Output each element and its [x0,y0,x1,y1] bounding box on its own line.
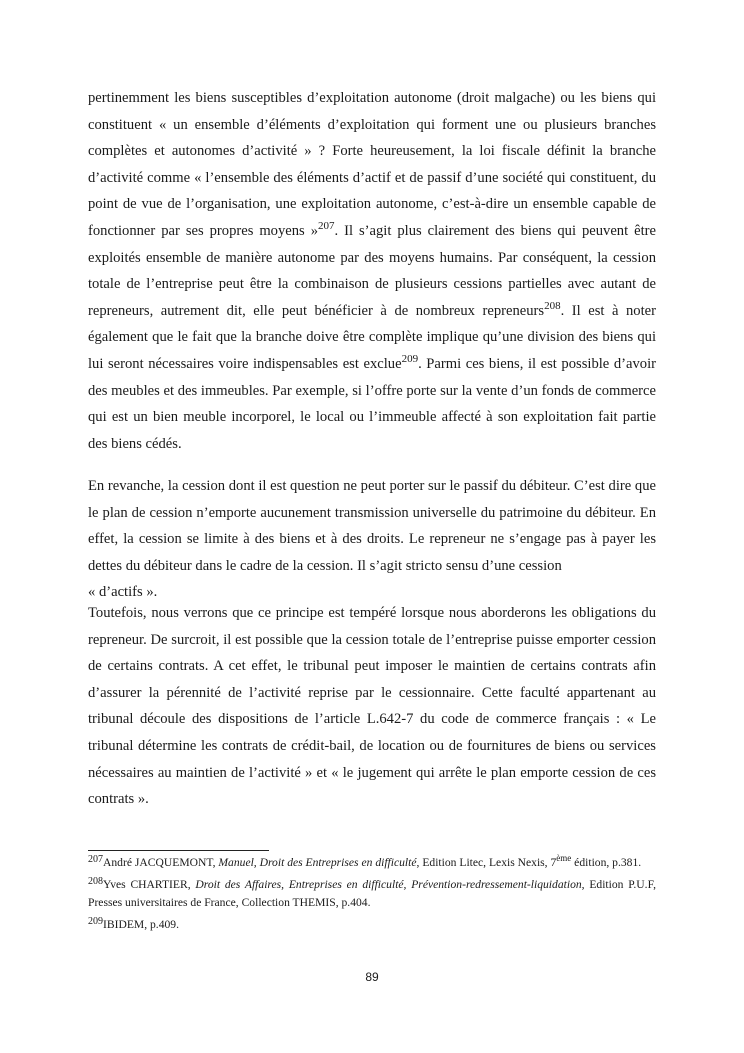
footnote-title: Droit des Affaires, Entreprises en difficulté, Prévention-redressement-liquidation, [195,877,585,891]
paragraph-2-end: « d’actifs ». [88,584,158,601]
footnote-title: Manuel, Droit des Entreprises en difficulté [218,856,417,869]
footnote-number: 208 [88,875,103,887]
page-number: 89 [365,970,379,984]
paragraph-1-text-a: pertinemment les biens susceptibles d’exploitation autonome (droit malgache) ou les biens qui constituent « un ensemble d’éléments d’exploitation qui forment une ou plusieurs branches complètes et autonomes d’activité » ? Forte heureusement, la loi fiscale définit la branche d’activité comme « l’ensemble des éléments d’actif et de passif d’une société qui constituent, du point de vue de l’organisation, une exploitation autonome, c’est-à-dire un ensemble capable de fonctionner par ses propres moyens » [88,90,656,239]
footnote-ref-208[interactable]: 208 [544,299,561,312]
footnote-number: 207 [88,854,103,865]
paragraph-2 [88,473,656,606]
footnote-number: 209 [88,915,103,927]
footnote-details: Edition P.U.F, Presses universitaires de France, Collection THEMIS, p.404. [88,877,656,909]
footnote-author: Yves CHARTIER, [103,877,196,891]
footnote-separator [88,850,269,851]
footnote-author: IBIDEM, p.409. [103,917,179,931]
paragraph-2-text: En revanche, la cession dont il est question ne peut porter sur le passif du débiteur. C’est dire que le plan de cession n’emporte aucunement transmission universelle du patrimoine du débiteur. En effet, la cession se limite à des biens et à des droits. Le repreneur ne s’engage pas à payer les dettes du débiteur dans le cadre de la cession. Il s’agit stricto sensu d’une cession [88,478,656,574]
footnote-ref-209[interactable]: 209 [401,352,419,365]
paragraph-1 [88,85,656,457]
footnote-ref-207[interactable]: 207 [318,219,335,232]
footnote-207 [88,854,656,873]
paragraph-1-text-d: . Parmi ces biens, il est possible d’avoir des meubles et des immeubles. Par exemple, si l’offre porte sur la vente d’un fonds de commerce qui est un bien meuble incorporel, le local ou l’immeuble affecté à son exploitation fait partie des biens cédés. [88,355,656,452]
paragraph-1-text-b: . Il s’agit plus clairement des biens qui peuvent être exploités ensemble de manière autonome par des moyens humains. Par conséquent, la cession totale de l’entreprise peut être la combinaison de plusieurs cessions partielles avec autant de repreneurs, autrement dit, elle peut bénéficier à de nombreux repreneurs [88,222,656,319]
footnote-208 [88,876,656,913]
footnote-209 [88,916,656,935]
paragraph-3 [88,600,656,813]
footnote-details-end: édition, p.381. [571,856,642,869]
footnote-author: André JACQUEMONT, [103,856,219,869]
paragraph-3-text: Toutefois, nous verrons que ce principe est tempéré lorsque nous aborderons les obligations du repreneur. De surcroit, il est possible que la cession totale de l’entreprise puisse emporter cession de certains contrats. A cet effet, le tribunal peut imposer le maintien de certains contrats afin d’assurer la pérennité de l’activité reprise par le cessionnaire. Cette faculté appartenant au tribunal découle des dispositions de l’article L.642-7 du code de commerce français : « Le tribunal détermine les contrats de crédit-bail, de location ou de fournitures de biens ou services nécessaires au maintien de l’activité » et « le jugement qui arrête le plan emporte cession de ces contrats ». [88,605,656,808]
footnote-details-sup: ème [556,853,572,863]
footnote-details: , Edition Litec, Lexis Nexis, 7 [416,856,557,869]
paragraph-1-text-c: . Il est à noter également que le fait que la branche doive être complète implique qu’une division des biens qui lui seront nécessaires voire indispensables est exclue [88,302,656,372]
footnotes [88,854,656,937]
